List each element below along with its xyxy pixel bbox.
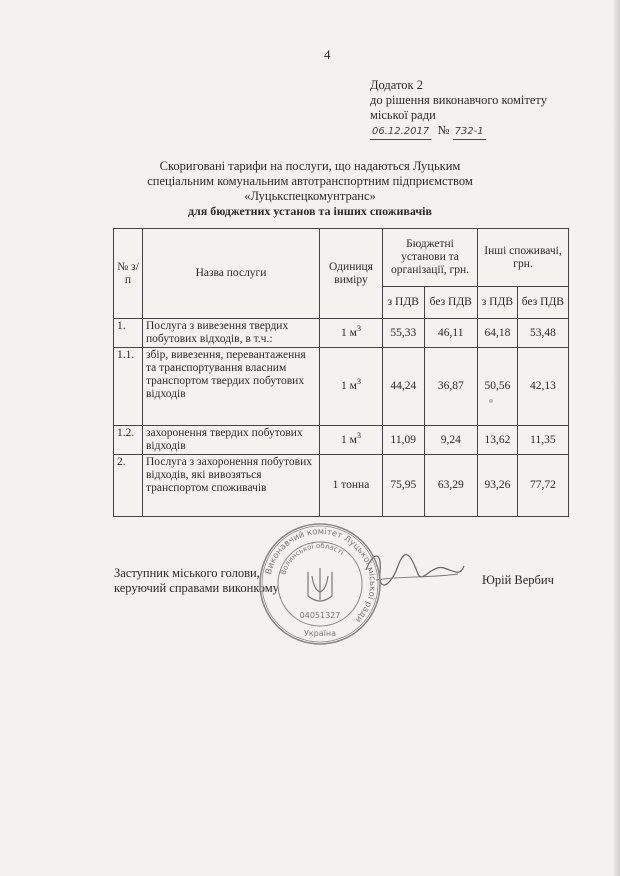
appendix-decision: до рішення виконавчого комітету (370, 93, 547, 107)
header-other-without-vat: без ПДВ (517, 287, 568, 319)
row-other-with-vat: 50,56 (478, 348, 518, 426)
row-unit: 1 тонна (320, 455, 383, 517)
handwritten-number: 732-1 (453, 124, 486, 140)
row-unit: 1 $м^3$ (320, 319, 383, 348)
header-budget-with-vat: з ПДВ (383, 287, 425, 319)
row-name: Послуга з вивезення твердих побутових відходів, в т.ч.: (143, 319, 320, 348)
header-other: Інші споживачі, грн. (478, 229, 569, 287)
header-budget: Бюджетні установи та організації, грн. (383, 229, 478, 287)
header-name: Назва послуги (143, 229, 320, 319)
row-other-without-vat: 42,13 (517, 348, 568, 426)
row-budget-with-vat: 44,24 (383, 348, 425, 426)
row-other-with-vat: 13,62 (478, 426, 518, 455)
row-other-with-vat: 64,18 (478, 319, 518, 348)
appendix-council: міської ради (370, 108, 436, 122)
row-budget-without-vat: 36,87 (424, 348, 477, 426)
row-budget-with-vat: 75,95 (383, 455, 425, 517)
row-budget-without-vat: 46,11 (424, 319, 477, 348)
number-label: № (437, 123, 450, 137)
row-budget-without-vat: 63,29 (424, 455, 477, 517)
signatory-name: Юрій Вербич (482, 573, 554, 587)
table-row (114, 348, 569, 426)
header-other-with-vat: з ПДВ (478, 287, 518, 319)
table-row (114, 319, 569, 348)
handwritten-date: 06.12.2017 (370, 124, 431, 140)
title-line-2: спеціальним комунальним автотранспортним підприємством (147, 174, 473, 188)
page-number: 4 (324, 47, 331, 62)
header-unit: Одиниця виміру (320, 229, 383, 319)
title-line-1: Скориговані тарифи на послуги, що надаються Луцьким (159, 159, 461, 173)
row-other-without-vat: 11,35 (517, 426, 568, 455)
signatory-title (114, 566, 279, 596)
seal-inner-text: Волинської області (279, 541, 346, 576)
seal-country: Україна (303, 629, 337, 638)
title-line-4: для бюджетних установ та інших споживачів (187, 204, 432, 218)
appendix-header (370, 78, 547, 140)
tariff-table (113, 228, 569, 517)
row-other-with-vat: 93,26 (478, 455, 518, 517)
trident-emblem (308, 568, 332, 601)
row-unit: 1 $м^3$ (320, 348, 383, 426)
row-num: 1.2. (114, 426, 143, 455)
row-other-without-vat: 77,72 (517, 455, 568, 517)
row-name: збір, вивезення, перевантаження та транспортування власним транспортом твердих побутових відходів (143, 348, 320, 426)
paper-speck (489, 399, 493, 403)
page-edge-shadow (612, 0, 620, 876)
header-num: № з/п (114, 229, 143, 319)
row-unit: 1 $м^3$ (320, 426, 383, 455)
title-line-3: «Луцькспецкомунтранс» (244, 189, 376, 203)
row-num: 1. (114, 319, 143, 348)
row-budget-without-vat: 9,24 (424, 426, 477, 455)
table-row (114, 426, 569, 455)
row-budget-with-vat: 55,33 (383, 319, 425, 348)
table-row (114, 455, 569, 517)
official-seal (256, 520, 384, 648)
document-title (110, 159, 510, 219)
row-num: 1.1. (114, 348, 143, 426)
signatory-line-1: Заступник міського голови, (114, 566, 260, 580)
signatory-line-2: керуючий справами виконкому (114, 581, 279, 595)
appendix-date-number (370, 123, 547, 140)
seal-code: 04051327 (299, 611, 341, 620)
appendix-label: Додаток 2 (370, 78, 423, 92)
row-num: 2. (114, 455, 143, 517)
row-other-without-vat: 53,48 (517, 319, 568, 348)
row-name: захоронення твердих побутових відходів (143, 426, 320, 455)
row-name: Послуга з захоронення побутових відходів, які вивозяться транспортом споживачів (143, 455, 320, 517)
header-budget-without-vat: без ПДВ (424, 287, 477, 319)
row-budget-with-vat: 11,09 (383, 426, 425, 455)
seal-outer-text: Виконавчий комітет Луцької міської ради (264, 526, 378, 625)
